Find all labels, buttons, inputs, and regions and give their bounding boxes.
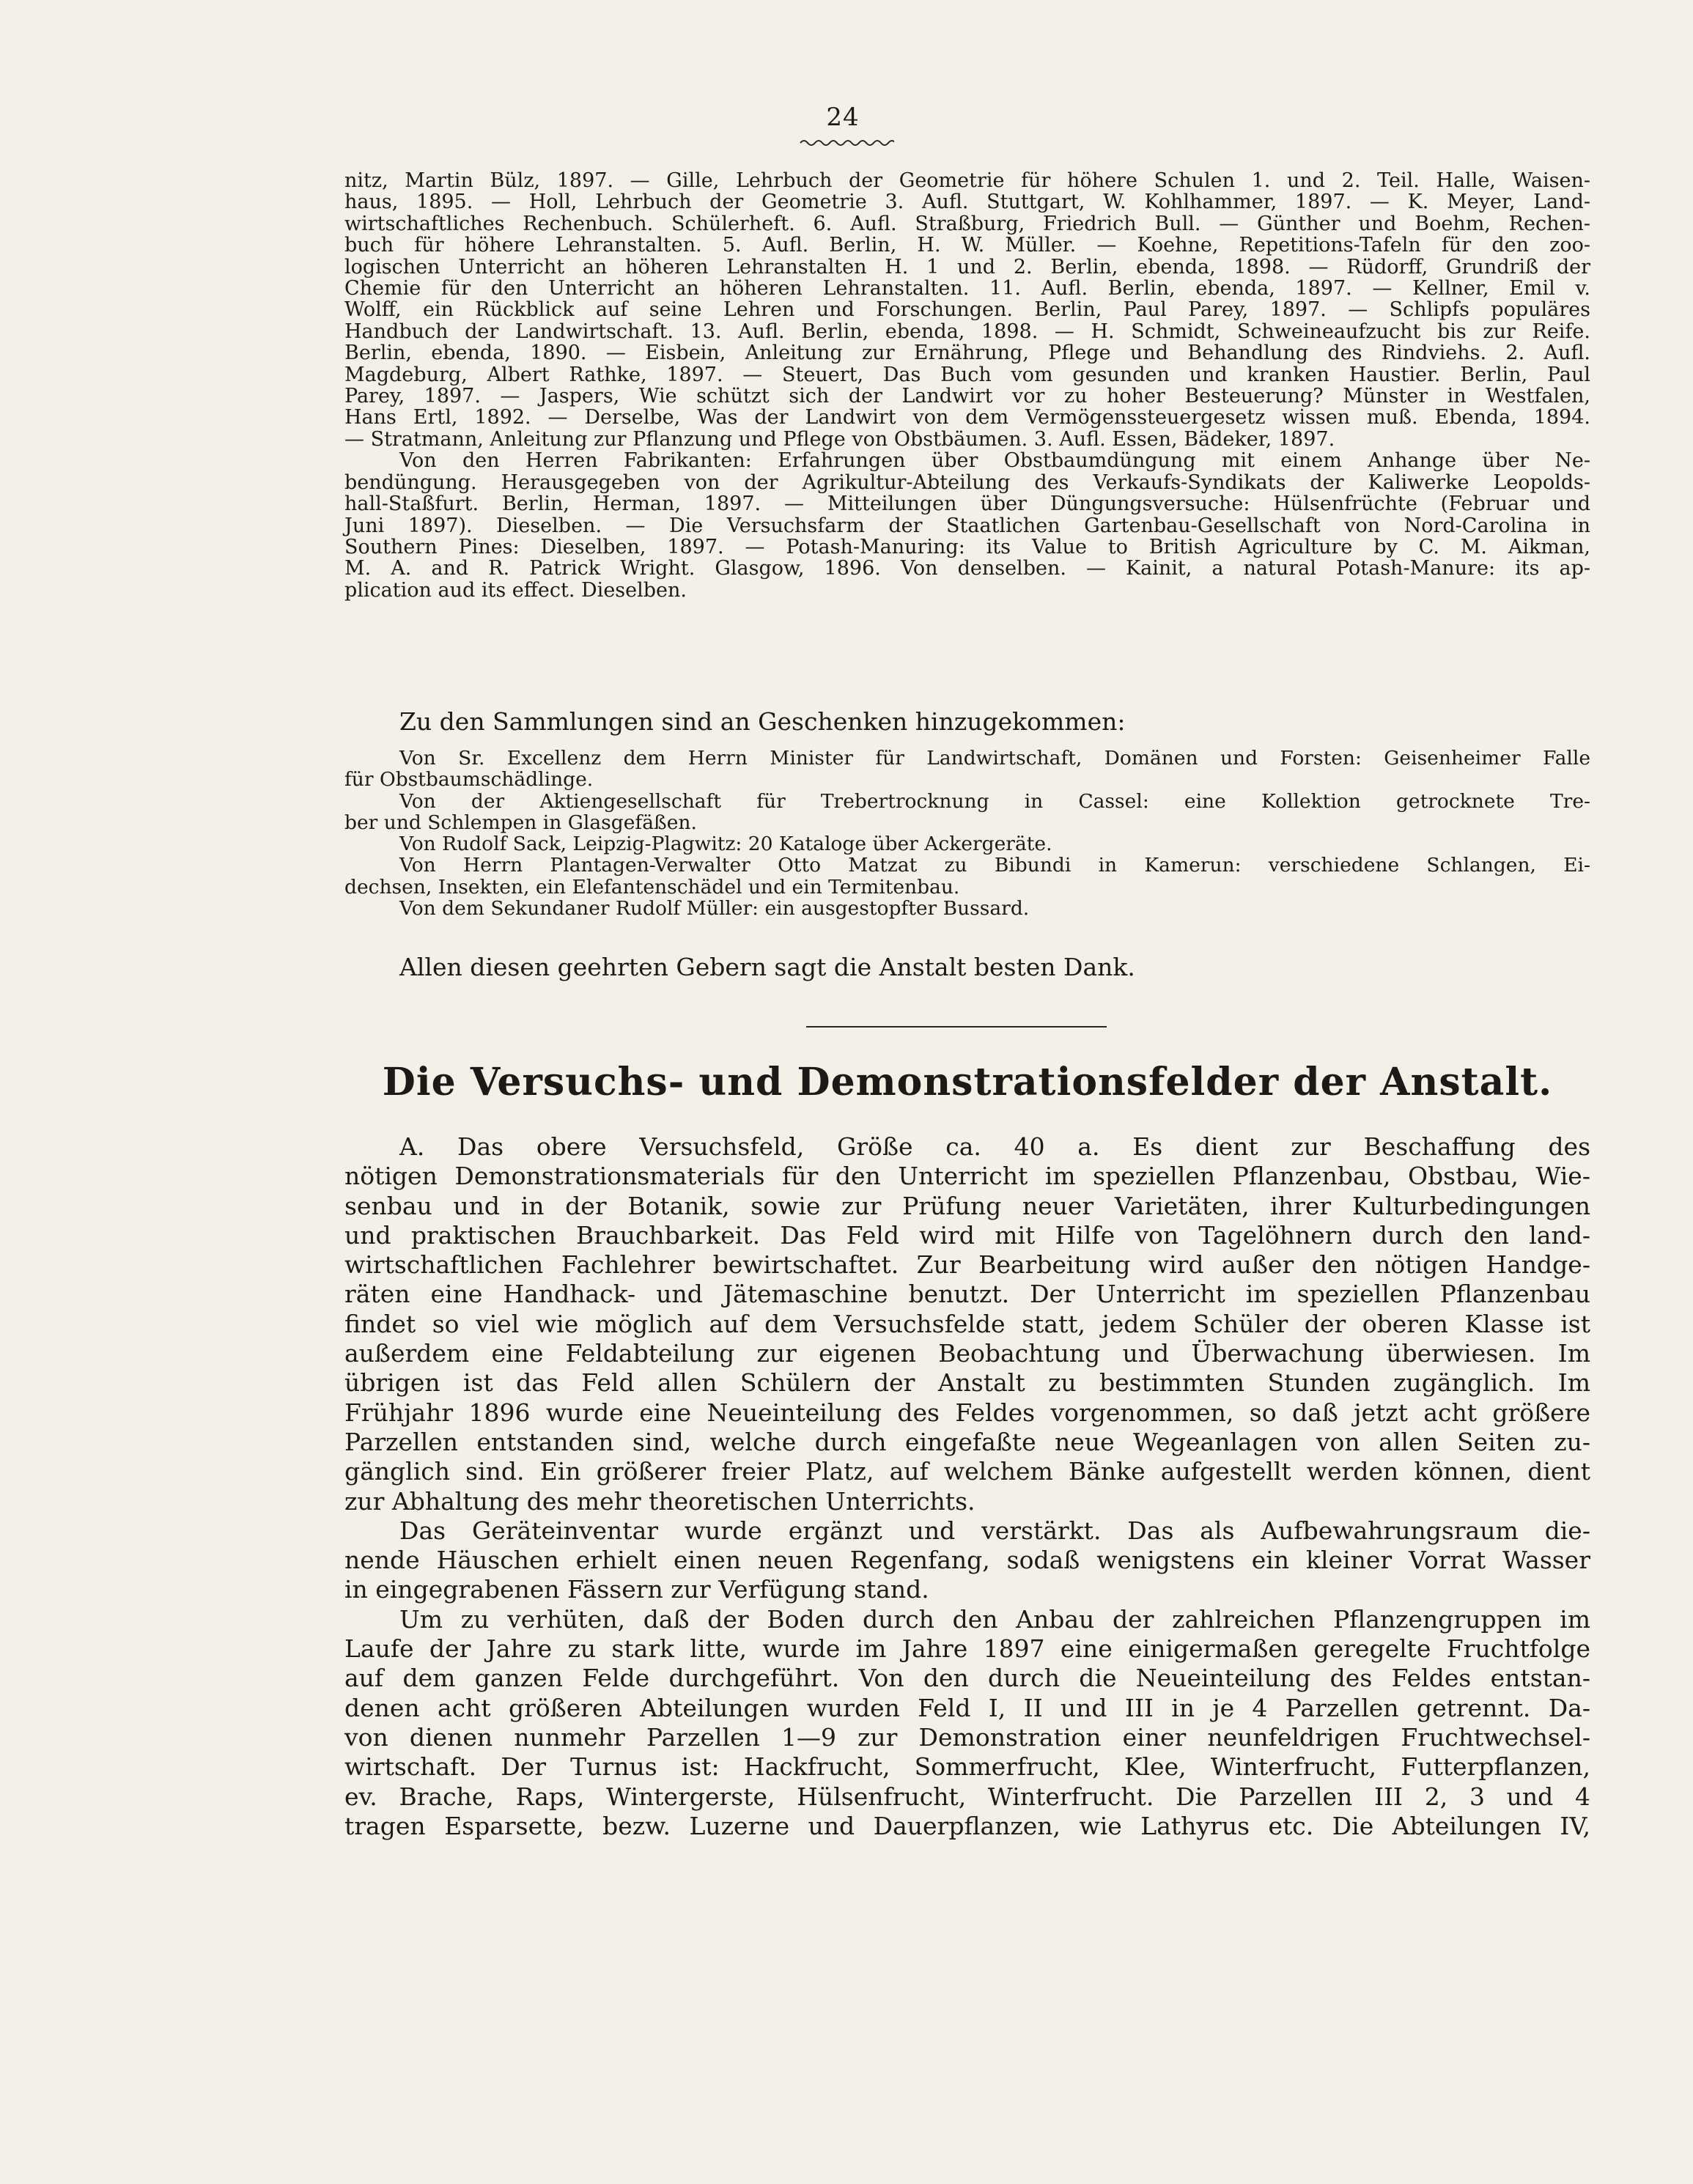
section-heading: Die Versuchs- und Demonstrationsfelder der Anstalt.: [382, 1060, 1553, 1104]
gifts-intro: Zu den Sammlungen sind an Geschenken hinzugekommen:: [399, 707, 1126, 736]
thanks-line: Allen diesen geehrten Gebern sagt die Anstalt besten Dank.: [399, 953, 1135, 981]
bibliography-line: — Stratmann, Anleitung zur Pflanzung und Pflege von Obstbäumen. 3. Aufl. Essen, Bädeker, 1897.: [344, 427, 1335, 451]
gifts-list: [344, 748, 1590, 919]
body-line: Laufe der Jahre zu stark litte, wurde im Jahre 1897 eine einigermaßen geregelte Fruchtfolge: [344, 1634, 1590, 1664]
body-line: und praktischen Brauchbarkeit. Das Feld wird mit Hilfe von Tagelöhnern durch den land-: [344, 1220, 1590, 1250]
gift-line: Von dem Sekundaner Rudolf Müller: ein ausgestopfter Bussard.: [399, 897, 1030, 921]
body-line: in eingegrabenen Fässern zur Verfügung stand.: [344, 1575, 929, 1604]
body-line: denen acht größeren Abteilungen wurden Feld I, II und III in je 4 Parzellen getrennt. Da-: [344, 1693, 1590, 1722]
body-line: auf dem ganzen Felde durchgeführt. Von den durch die Neueinteilung des Feldes entstan-: [344, 1664, 1590, 1693]
wavy-ornament-icon: [799, 138, 894, 148]
gift-line: dechsen, Insekten, ein Elefantenschädel und ein Termitenbau.: [344, 875, 960, 899]
gift-line: für Obstbaumschädlinge.: [344, 768, 594, 792]
bibliography-block: [344, 170, 1590, 601]
bibliography-line: M. A. and R. Patrick Wright. Glasgow, 1896. Von denselben. — Kainit, a natural Potash-Manure: its ap-: [344, 557, 1590, 580]
bibliography-line: Juni 1897). Dieselben. — Die Versuchsfarm der Staatlichen Gartenbau-Gesellschaft von Nord-Carolina in: [344, 514, 1590, 537]
body-line: nötigen Demonstrationsmaterials für den Unterricht im speziellen Pflanzenbau, Obstbau, Wie-: [344, 1162, 1590, 1191]
bibliography-line: Berlin, ebenda, 1890. — Eisbein, Anleitung zur Ernährung, Pflege und Behandlung des Rindviehs. 2. Aufl.: [344, 342, 1590, 365]
bibliography-line: bendüngung. Herausgegeben von der Agrikultur-Abteilung des Verkaufs-Syndikats der Kaliwerke Leopolds-: [344, 471, 1590, 494]
bibliography-line: haus, 1895. — Holl, Lehrbuch der Geometrie 3. Aufl. Stuttgart, W. Kohlhammer, 1897. — K. Meyer, Land-: [344, 191, 1590, 214]
bibliography-line: buch für höhere Lehranstalten. 5. Aufl. Berlin, H. W. Müller. — Koehne, Repetitions-Tafeln für den zoo-: [344, 234, 1590, 257]
bibliography-line: logischen Unterricht an höheren Lehranstalten H. 1 und 2. Berlin, ebenda, 1898. — Rüdorff, Grundriß der: [344, 255, 1590, 278]
bibliography-line: Handbuch der Landwirtschaft. 13. Aufl. Berlin, ebenda, 1898. — H. Schmidt, Schweineaufzucht bis zur Reife.: [344, 320, 1590, 343]
bibliography-line: wirtschaftliches Rechenbuch. Schülerheft. 6. Aufl. Straßburg, Friedrich Bull. — Günther und Boehm, Rechen-: [344, 212, 1590, 235]
section-divider: [806, 1026, 1107, 1028]
bibliography-line: Parey, 1897. — Jaspers, Wie schützt sich der Landwirt vor zu hoher Besteuerung? Münster in Westfalen,: [344, 385, 1590, 408]
body-line: findet so viel wie möglich auf dem Versuchsfelde statt, jedem Schüler der oberen Klasse ist: [344, 1309, 1590, 1338]
bibliography-line: Hans Ertl, 1892. — Derselbe, Was der Landwirt von dem Vermögenssteuergesetz wissen muß. Ebenda, 1894.: [344, 406, 1590, 429]
page-number: 24: [826, 103, 860, 132]
body-line: ev. Brache, Raps, Wintergerste, Hülsenfrucht, Winterfrucht. Die Parzellen III 2, 3 und 4: [344, 1782, 1590, 1811]
section-body: [344, 1132, 1590, 1841]
body-line: räten eine Handhack- und Jätemaschine benutzt. Der Unterricht im speziellen Pflanzenbau: [344, 1280, 1590, 1309]
body-line: tragen Esparsette, bezw. Luzerne und Dauerpflanzen, wie Lathyrus etc. Die Abteilungen IV,: [344, 1811, 1590, 1840]
bibliography-line: nitz, Martin Bülz, 1897. — Gille, Lehrbuch der Geometrie für höhere Schulen 1. und 2. Teil. Halle, Waisen-: [344, 169, 1590, 192]
bibliography-line: Chemie für den Unterricht an höheren Lehranstalten. 11. Aufl. Berlin, ebenda, 1897. — Kellner, Emil v.: [344, 277, 1590, 300]
gift-line: Von der Aktiengesellschaft für Trebertrocknung in Cassel: eine Kollektion getrocknete Tre-: [399, 789, 1590, 813]
body-line: Um zu verhüten, daß der Boden durch den Anbau der zahlreichen Pflanzengruppen im: [399, 1604, 1590, 1634]
body-line: wirtschaft. Der Turnus ist: Hackfrucht, Sommerfrucht, Klee, Winterfrucht, Futterpflanzen,: [344, 1752, 1590, 1782]
body-line: von dienen nunmehr Parzellen 1—9 zur Demonstration einer neunfeldrigen Fruchtwechsel-: [344, 1722, 1590, 1752]
body-line: übrigen ist das Feld allen Schülern der Anstalt zu bestimmten Stunden zugänglich. Im: [344, 1368, 1590, 1398]
body-line: Frühjahr 1896 wurde eine Neueinteilung des Feldes vorgenommen, so daß jetzt acht größere: [344, 1398, 1590, 1427]
body-line: nende Häuschen erhielt einen neuen Regenfang, sodaß wenigstens ein kleiner Vorrat Wasser: [344, 1546, 1590, 1575]
body-line: zur Abhaltung des mehr theoretischen Unterrichts.: [344, 1486, 975, 1516]
body-line: Parzellen entstanden sind, welche durch eingefaßte neue Wegeanlagen von allen Seiten zu-: [344, 1427, 1590, 1456]
gift-line: Von Sr. Excellenz dem Herrn Minister für Landwirtschaft, Domänen und Forsten: Geisenheimer Falle: [399, 747, 1590, 770]
body-line: Das Geräteinventar wurde ergänzt und verstärkt. Das als Aufbewahrungsraum die-: [399, 1516, 1590, 1545]
gift-line: Von Rudolf Sack, Leipzig-Plagwitz: 20 Kataloge über Ackergeräte.: [399, 833, 1052, 856]
body-line: wirtschaftlichen Fachlehrer bewirtschaftet. Zur Bearbeitung wird außer den nötigen Handge-: [344, 1250, 1590, 1280]
bibliography-line: plication aud its effect. Dieselben.: [344, 578, 687, 602]
bibliography-line: Magdeburg, Albert Rathke, 1897. — Steuert, Das Buch vom gesunden und kranken Haustier. Berlin, Paul: [344, 363, 1590, 386]
body-line: gänglich sind. Ein größerer freier Platz, auf welchem Bänke aufgestellt werden können, dient: [344, 1457, 1590, 1486]
bibliography-line: Wolff, ein Rückblick auf seine Lehren und Forschungen. Berlin, Paul Parey, 1897. — Schlipfs populäres: [344, 298, 1590, 322]
gift-line: ber und Schlempen in Glasgefäßen.: [344, 811, 697, 834]
body-line: außerdem eine Feldabteilung zur eigenen Beobachtung und Überwachung überwiesen. Im: [344, 1339, 1590, 1368]
bibliography-line: Southern Pines: Dieselben, 1897. — Potash-Manuring: its Value to British Agriculture by C. M. Aikman,: [344, 535, 1590, 558]
body-line: senbau und in der Botanik, sowie zur Prüfung neuer Varietäten, ihrer Kulturbedingungen: [344, 1191, 1590, 1220]
bibliography-line: Von den Herren Fabrikanten: Erfahrungen über Obstbaumdüngung mit einem Anhange über Ne-: [399, 449, 1590, 473]
bibliography-line: hall-Staßfurt. Berlin, Herman, 1897. — Mitteilungen über Düngungsversuche: Hülsenfrüchte (Februar und: [344, 492, 1590, 516]
body-line: A. Das obere Versuchsfeld, Größe ca. 40 a. Es dient zur Beschaffung des: [399, 1132, 1590, 1161]
gift-line: Von Herrn Plantagen-Verwalter Otto Matzat zu Bibundi in Kamerun: verschiedene Schlangen, Ei-: [399, 854, 1590, 877]
